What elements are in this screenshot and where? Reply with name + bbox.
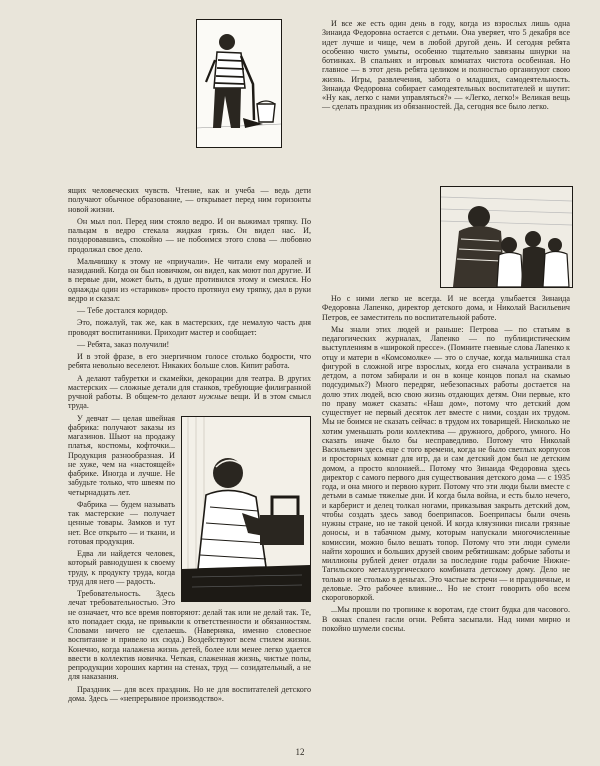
paragraph: Он мыл пол. Перед ним стояло ведро. И он выжимал тряпку. По пальцам в ведро стекала жидкая грязь. Он видел нас. И, поздоровавшись, спокойно — не побоимся этого слова — любовно продолжал свое дело. bbox=[68, 216, 311, 254]
illustration-boy-mopping bbox=[196, 19, 282, 148]
paragraph: У девчат — целая швейная фабрика: получают заказы из магазинов. Шьют на продажу платья, костюмы, кофточки... Продукция разнообразная. И не хуже, чем на «настоящей» фабрике. Иногда и лучше. Не забудьте только, что швеям по четырнадцать лет. bbox=[68, 413, 175, 497]
illustration-man-with-children bbox=[440, 186, 573, 288]
illustration-girl-sewing bbox=[181, 416, 311, 602]
paragraph: Фабрика — будем называть так мастерские — получает ценные товары. Замков и тут нет. Все открыто — и ткани, и готовая продукция. bbox=[68, 499, 175, 546]
paragraph: Мы знали этих людей и раньше: Петрова — по статьям в педагогических журналах, Лапенко — по публицистическим выступлениям в «широкой прессе». (Помните гневные слова Лапенко к отцу и матери в «Комсомолке» — это о случае, когда мальчишка стал фигурой в сложной игре взрослых, когда его сначала устраивали в детдом, а потом забирали и он в конце концов попал на скамью подсудимых?) Много передряг, небезопасных работы достается на долю этих людей, всю свою жизнь отдающих детям. Они первые, кто по праву может сказать: «Наш дом», потому что детский дом существует не первый десяток лет вместе с ними, создан их трудом. Мы не боимся не сказать сейчас: в трудом их товарищей. Нисколько не хотим уменьшать роли коллектива — дружного, доброго, умного. Но сказать иначе было бы несправедливо. Потому что Николай Васильевич здесь еще с того времени, когда не было светлых корпусов и просторных комнат для игр, да и сам детский дом был не детским домом, а просто колонией... Потому что Зинаида Федоровна здесь директор с самого первого дня существования детского дома — с 1935 года, и она много и первою курит. Потому что эти люди были вместе с детьми в самые тяжелые дни. И когда была война, и есть было нечего, и карберист и делец толкал ногами, приказывая закрыть детский дом, чтобы создать здесь завод боеприпасов. Боеприпасы были очень нужны стране, но не такой ценой. И когда кляузники писали грязные доносы, и в табачном дыму, которым напускали многочисленные комиссии, можно было вешать топор. Потому что эти люди сумели найти хороших и больших друзей своим ребятишкам: добрые заботы и миллионы рублей денег отдали за последние годы рабочие Нижне-Тагильского металлургического комбината детскому дому. Дело не только и не столько в деньгах. Это частые встречи — и праздничные, и деловые. Это рабочее влияние... Но не стоит говорить обо всем скороговоркой. bbox=[322, 324, 570, 602]
paragraph: Требовательность. Здесь лечат требовательностью. Это не означает, что все время повторяют: делай так или не делай так. Те, кто попадает сюда, не привыкли к ответственности и обязанностям. Словами ничего не сделаешь. (Наверняка, именно словесное воспитание и привело их сюда.) Воздействуют всем стилем жизни. Конечно, когда налажена жизнь детей, более или менее легко удается ввести в коллектив новичка. Четкая, слаженная жизнь, чистые полы, репродукции хороших картин на стенах, труд — созидательный, а не для наказания. bbox=[68, 589, 311, 682]
paragraph: Мальчишку к этому не «приучали». Не читали ему моралей и назиданий. Когда он был новичком, он видел, как моют пол другие. И в первые дни, может быть, в душе противился этому и смеялся. Но однажды один из «стариков» просто протянул ему тряпку, дал в руки ведро и сказал: bbox=[68, 256, 311, 303]
paragraph: ящих человеческих чувств. Чтение, как и учеба — ведь дети получают обычное образование, — открывает перед ним горизонты новой жизни. bbox=[68, 186, 311, 214]
paragraph: ...Мы прошли по тропинке к воротам, где стоит будка для часового. В окнах спален гасли огни. Ребята засыпали. Над ними мирно и покойно шумели сосны. bbox=[322, 605, 570, 633]
emphasis: нужные bbox=[199, 392, 228, 401]
right-column-top bbox=[322, 19, 570, 115]
girl-sewing-drawing bbox=[182, 417, 310, 601]
right-column-bottom bbox=[322, 294, 570, 636]
paragraph: — Тебе достался коридор. bbox=[77, 306, 168, 315]
left-column bbox=[68, 186, 311, 706]
boy-mopping-drawing bbox=[197, 20, 281, 147]
paragraph: И все же есть один день в году, когда из взрослых лишь одна Зинаида Федоровна остается с детьми. Она уверяет, что 5 декабря все идет лучше и чище, чем в любой другой день. И сегодня ребята особенно чисто умыты, особенно тщательно завязаны шнурки на ботинках. В спальнях и игровых комнатах чистота особенная. Но главное — в этот день ребята целиком и полностью организуют свою жизнь. Игры, развлечения, забота о младших, самодеятельность. Зинаида Федоровна собирает самодеятельных воспитателей и шутит: «Ну как, легко с нами управляться?» — «Легко, легко!» Великая вещь — сделать праздник из обязанностей. Да, сегодня все было легко. bbox=[322, 19, 570, 112]
paragraph: Но с ними легко не всегда. И не всегда улыбается Зинаида Федоровна Лапенко, директор детского дома, и Николай Васильевич Петров, ее заместитель по воспитательной работе. bbox=[322, 294, 570, 322]
page-number: 12 bbox=[295, 747, 305, 757]
man-with-children-drawing bbox=[441, 187, 572, 287]
paragraph: — Ребята, заказ получили! bbox=[77, 339, 170, 349]
paragraph: Праздник — для всех праздник. Но не для воспитателей детского дома. Здесь — «непрерывное производство». bbox=[68, 684, 311, 703]
paragraph: И в этой фразе, в его энергичном голосе столько бодрости, что ребята невольно веселеют. Никаких больше слов. Кипит работа. bbox=[68, 352, 311, 371]
paragraph: Едва ли найдется человек, который равнодушен к своему труду, к продукту труда, когда труд для него — радость. bbox=[68, 549, 175, 586]
paragraph: Это, пожалуй, так же, как в мастерских, где немалую часть дня проводят воспитанники. Приходит мастер и сообщает: bbox=[68, 318, 311, 337]
paragraph-useful-things: А делают табуретки и скамейки, декорации для театра. В других мастерских — сложные детали для станков, требующие филигранной ручной работы. В общем-то делают нужные вещи. И в этом смысл труда. bbox=[68, 373, 311, 411]
